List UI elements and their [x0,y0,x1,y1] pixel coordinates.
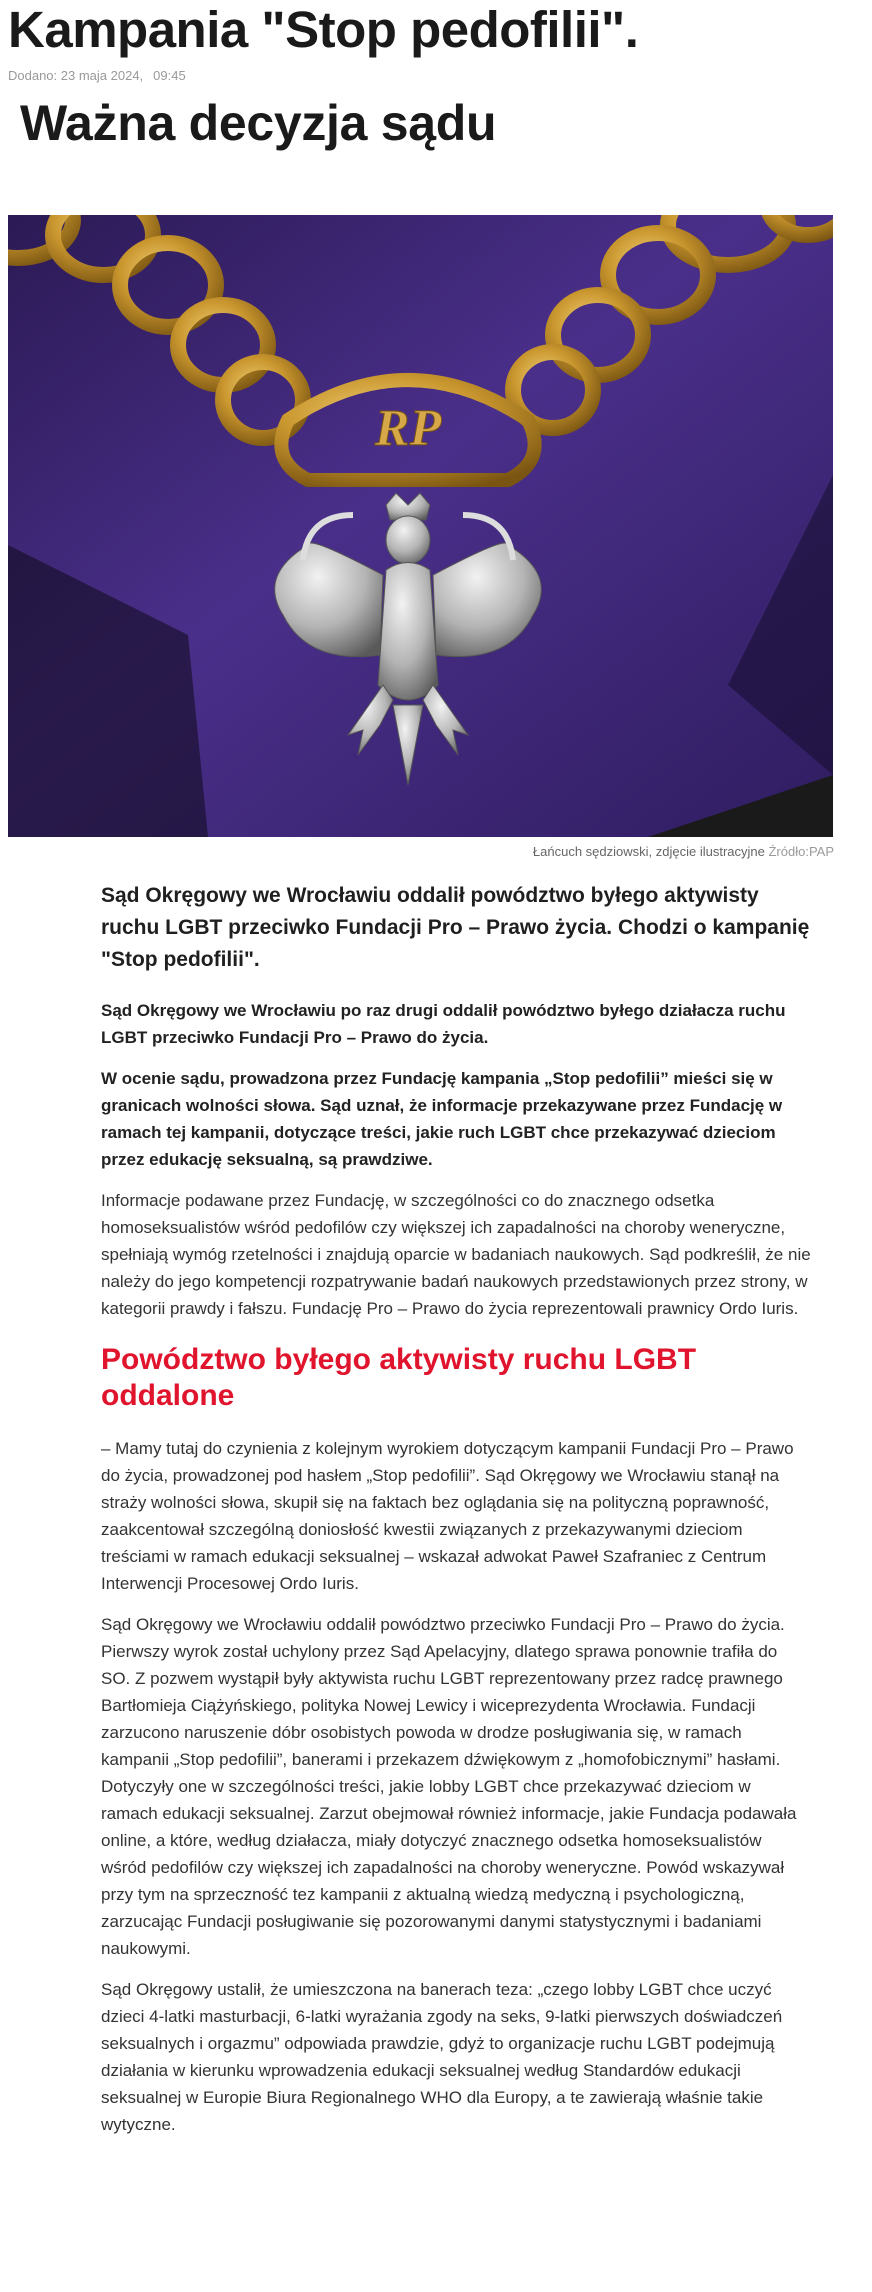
bold-paragraph: Sąd Okręgowy we Wrocławiu po raz drugi oddalił powództwo byłego działacza ruchu LGBT przeciwko Fundacji Pro – Prawo do życia. [101,1001,786,1047]
body-paragraph: Sąd Okręgowy we Wrocławiu oddalił powództwo przeciwko Fundacji Pro – Prawo do życia. Pierwszy wyrok został uchylony przez Sąd Apelacyjny, dlatego sprawa ponownie trafiła do SO. Z pozwem wystąpił były aktywista ruchu LGBT reprezentowany przez radcę prawnego Bartłomieja Ciążyńskiego, polityka Nowej Lewicy i wiceprezydenta Wrocławia. Fundacji zarzucono naruszenie dóbr osobistych powoda w drodze posługiwania się, w ramach kampanii „Stop pedofilii”, banerami i przekazem dźwiękowym z „homofobicznymi” hasłami. Dotyczyły one w szczególności treści, jakie lobby LGBT chce przekazywać dzieciom w ramach edukacji seksualnej. Zarzut obejmował również informacje, jakie Fundacja podawała online, a które, według działacza, miały dotyczyć znacznego odsetka homoseksualistów wśród pedofilów czy większej ich zapadalności na choroby weneryczne. Powód wskazywał przy tym na sprzeczność tez kampanii z aktualną wiedzą medyczną i psychologiczną, zarzucając Fundacji posługiwanie się pozorowanymi danymi statystycznymi i badaniami naukowymi. [101,1615,797,1958]
article-lead: Sąd Okręgowy we Wrocławiu oddalił powództwo byłego aktywisty ruchu LGBT przeciwko Fundacji Pro – Prawo życia. Chodzi o kampanię "Stop pedofilii". [101,884,810,971]
bold-paragraph: W ocenie sądu, prowadzona przez Fundację kampania „Stop pedofilii” mieści się w granicach wolności słowa. Sąd uznał, że informacje przekazywane przez Fundację w ramach tej kampanii, dotyczące treści, jakie ruch LGBT chce przekazywać dzieciom przez edukację seksualną, są prawdziwe. [101,1069,783,1169]
publish-date-label: Dodano: 23 maja 2024, [8,68,144,83]
article-title: Kampania "Stop pedofilii". [8,1,639,58]
publish-time: 09:45 [153,68,186,83]
photo-source: Źródło:PAP [768,844,834,859]
rp-monogram: RP [374,400,442,457]
section-heading: Powództwo byłego aktywisty ruchu LGBT oddalone [101,1343,697,1412]
article-photo [8,215,833,837]
caption-text: Łańcuch sędziowski, zdjęcie ilustracyjne [532,844,765,859]
body-paragraph: – Mamy tutaj do czynienia z kolejnym wyrokiem dotyczącym kampanii Fundacji Pro – Prawo do życia, prowadzonej pod hasłem „Stop pedofilii”. Sąd Okręgowy we Wrocławiu stanął na straży wolności słowa, skupił się na faktach bez oglądania się na polityczną poprawność, zaakcentował szczególną doniosłość kwestii związanych z przekazywanymi dzieciom treściami w ramach edukacji seksualnej – wskazał adwokat Paweł Szafraniec z Centrum Interwencji Procesowej Ordo Iuris. [101,1439,794,1593]
publish-date [8,67,186,85]
article-body [101,880,811,2152]
body-paragraph: Sąd Okręgowy ustalił, że umieszczona na banerach teza: „czego lobby LGBT chce uczyć dzieci 4-latki masturbacji, 6-latki wyrażania zgody na seks, 9-latki pierwszych doświadczeń seksualnych i orgazmu” odpowiada prawdzie, gdyż to organizacje ruchu LGBT podejmują działania w kierunku wprowadzenia edukacji seksualnej według Standardów edukacji seksualnej w Europie Biura Regionalnego WHO dla Europy, a te zawierają właśnie takie wytyczne. [101,1980,783,2134]
photo-caption [533,843,834,861]
body-paragraph: Informacje podawane przez Fundację, w szczególności co do znacznego odsetka homoseksualistów wśród pedofilów czy większej ich zapadalności na choroby weneryczne, spełniają wymóg rzetelności i znajdują oparcie w badaniach naukowych. Sąd podkreślił, że nie należy do jego kompetencji rozpatrywanie badań naukowych przedstawionych przez strony, w kategorii prawdy i fałszu. Fundację Pro – Prawo do życia reprezentowali prawnicy Ordo Iuris. [101,1191,811,1318]
article-subtitle: Ważna decyzja sądu [20,95,497,151]
